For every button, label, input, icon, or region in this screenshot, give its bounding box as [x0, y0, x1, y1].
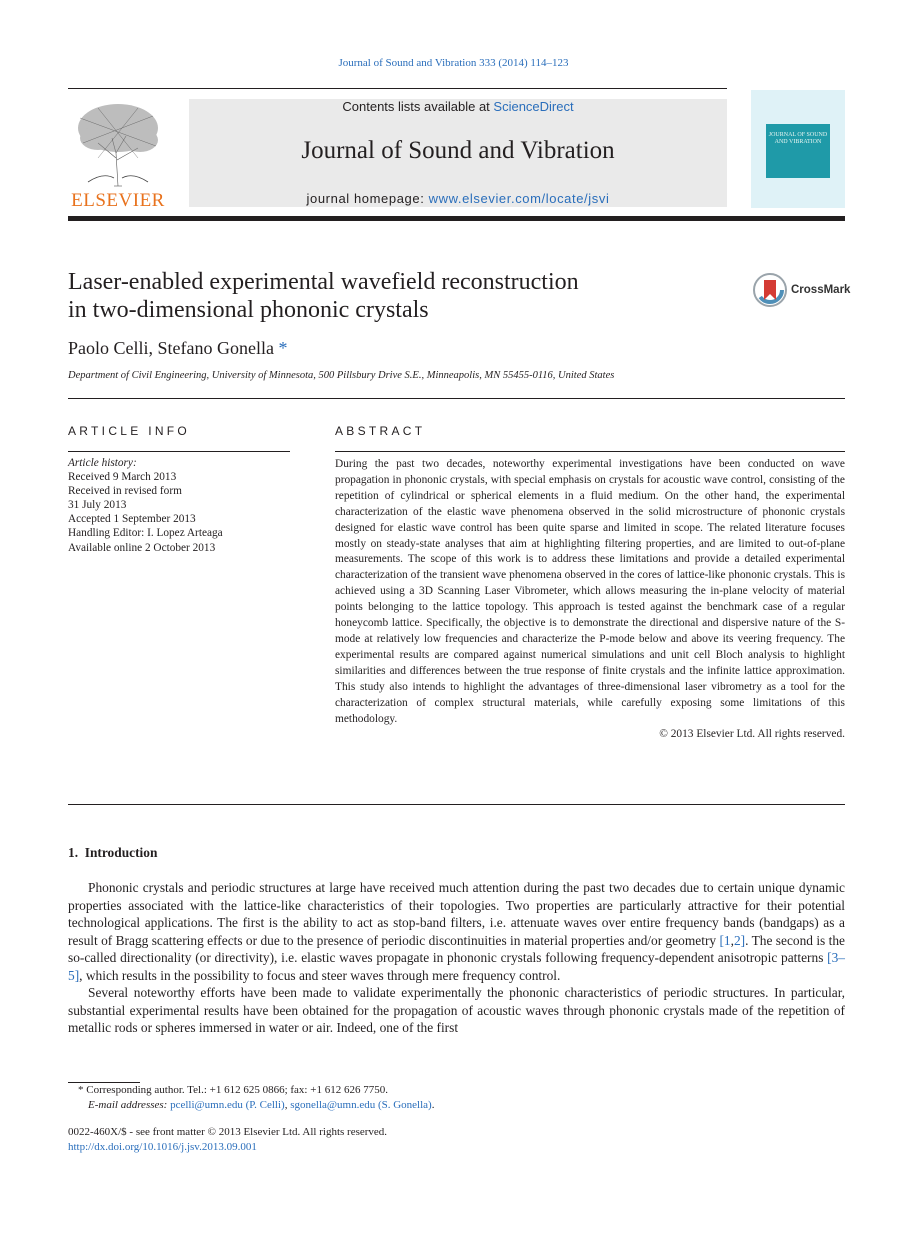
reference-link[interactable]: 2]: [733, 932, 746, 948]
affiliation-rule: [68, 398, 845, 399]
history-label: Article history:: [68, 457, 137, 469]
header-thick-rule: [68, 216, 845, 221]
abstract-text: During the past two decades, noteworthy experimental investigations have been conducted on wave propagation in phononic crystals, with special emphasis on crystals for acoustic wave control, consisting of the repetition of cylindrical or spherical elements in a fluid medium. On the other hand, the experimental characterization of the elastic wave phenomena observed in the solid microstructure of phononic crystals designed for elastic wave control has been quite sparse and limited in scope. The related literature focuses mostly on steady-state analyses that aim at highlighting filtering properties, and are limited to out-of-plane measurements. The scope of this work is to address these limitations and provide a detailed experimental characterization of the transient wave phenomena observed in the cores of lattice-like phononic crystals. This is achieved using a 3D Scanning Laser Vibrometer, which allows measuring the in-plane velocity of material points belonging to the lattice topology. This approach is tested against the benchmark case of a regular honeycomb lattice. Specifically, the objective is to demonstrate the directional and dispersive nature of the S-mode at relatively low frequencies and characterize the P-mode below and above its veering frequency. The experimental results are compared against numerical simulations and unit cell Bloch analysis to highlight similarities and differences between the true response of finite crystals and the infinite lattice approximation. This study also intends to highlight the advantages of three-dimensional laser vibrometry as a tool for the characterization of complex structural materials, while carefully exposing some limitations of this methodology.: [335, 458, 845, 725]
abstract-bottom-rule: [68, 804, 845, 805]
history-item: Handling Editor: I. Lopez Arteaga: [68, 527, 223, 540]
abstract-rule: [335, 451, 845, 452]
homepage-prefix: journal homepage:: [306, 191, 429, 206]
journal-citation[interactable]: Journal of Sound and Vibration 333 (2014) 114–123: [338, 57, 569, 69]
contents-line: [189, 99, 727, 114]
paragraph-text: , which results in the possibility to focus and steer waves through mere frequency control.: [79, 967, 561, 983]
publisher-name: ELSEVIER: [71, 190, 165, 211]
doi-link[interactable]: http://dx.doi.org/10.1016/j.jsv.2013.09.001: [68, 1141, 257, 1153]
title-line-1: Laser-enabled experimental wavefield reconstruction: [68, 269, 579, 295]
email-footnote: [88, 1098, 434, 1113]
email-label: E-mail addresses:: [88, 1099, 168, 1111]
history-item: Accepted 1 September 2013: [68, 513, 196, 526]
history-item: 31 July 2013: [68, 499, 127, 512]
paragraph-text: . The second is the so-called directionality (or directivity), i.e. elastic waves propagate in phononic crystals following frequency-dependent anisotropic patterns: [68, 932, 845, 965]
abstract-heading: ABSTRACT: [335, 424, 426, 438]
corresponding-author-mark[interactable]: *: [278, 338, 288, 358]
article-title: [68, 268, 708, 324]
paragraph-text: Phononic crystals and periodic structures at large have received much attention during the past two decades due to certain unique dynamic properties associated with the lattice-like characteristics of their topologies. Two properties are particularly attractive for their potential technological applications. The first is the ability to act as stop-band filters, i.e. attenuate waves over entire frequency bands (bandgaps) as a result of Bragg scattering effects or due to the presence of periodic discontinuities in material properties and/or geometry: [68, 880, 845, 948]
email-link[interactable]: sgonella@umn.edu (S. Gonella): [290, 1099, 432, 1111]
journal-cover-thumbnail[interactable]: [751, 90, 845, 208]
article-info-heading: ARTICLE INFO: [68, 424, 191, 438]
paragraph: Several noteworthy efforts have been made to validate experimentally the phononic characteristics of periodic structures. In particular, substantial experimental results have been obtained for the propagation of acoustic waves through phononic crystals made of the repetition of metallic rods or spheres immersed in water or air. Indeed, one of the first: [68, 985, 845, 1035]
history-item: Received in revised form: [68, 485, 182, 498]
email-separator: ,: [284, 1099, 291, 1111]
authors: Paolo Celli, Stefano Gonella: [68, 338, 274, 358]
homepage-link[interactable]: www.elsevier.com/locate/jsvi: [428, 191, 610, 206]
crossmark-icon: [752, 272, 788, 308]
abstract-body: [335, 457, 845, 743]
affiliation: Department of Civil Engineering, University of Minnesota, 500 Pillsbury Drive S.E., Minneapolis, MN 55455-0116, United States: [68, 370, 615, 381]
crossmark-badge[interactable]: [752, 272, 850, 308]
contents-prefix: Contents lists available at: [342, 99, 494, 114]
header-top-rule: [68, 88, 727, 89]
title-line-2: in two-dimensional phononic crystals: [68, 297, 429, 323]
footnote-mark: *: [78, 1084, 84, 1096]
abstract-copyright: © 2013 Elsevier Ltd. All rights reserved.: [659, 728, 845, 741]
sciencedirect-link[interactable]: ScienceDirect: [493, 99, 574, 114]
history-item: Received 9 March 2013: [68, 471, 177, 484]
paragraph: [68, 879, 845, 984]
corresponding-footnote: [78, 1083, 388, 1098]
reference-link[interactable]: [1: [719, 932, 731, 948]
introduction-body: [68, 879, 845, 1037]
email-end: .: [431, 1099, 435, 1111]
history-item: Available online 2 October 2013: [68, 541, 216, 554]
cover-title: JOURNAL OF SOUND AND VIBRATION: [766, 124, 830, 178]
reference-link[interactable]: [3–5]: [68, 950, 845, 983]
section-heading-introduction: 1. Introduction: [68, 845, 158, 860]
article-history: [68, 456, 223, 555]
crossmark-label: CrossMark: [791, 284, 851, 296]
journal-homepage: [189, 191, 727, 206]
footnote-text: Corresponding author. Tel.: +1 612 625 0866; fax: +1 612 626 7750.: [86, 1084, 388, 1096]
issn-line: 0022-460X/$ - see front matter © 2013 Elsevier Ltd. All rights reserved.: [68, 1126, 388, 1138]
email-link[interactable]: pcelli@umn.edu (P. Celli): [170, 1099, 285, 1111]
reference-separator: ,: [730, 932, 734, 948]
journal-title: Journal of Sound and Vibration: [301, 137, 615, 164]
article-info-rule: [68, 451, 290, 452]
author-list: [68, 338, 287, 359]
